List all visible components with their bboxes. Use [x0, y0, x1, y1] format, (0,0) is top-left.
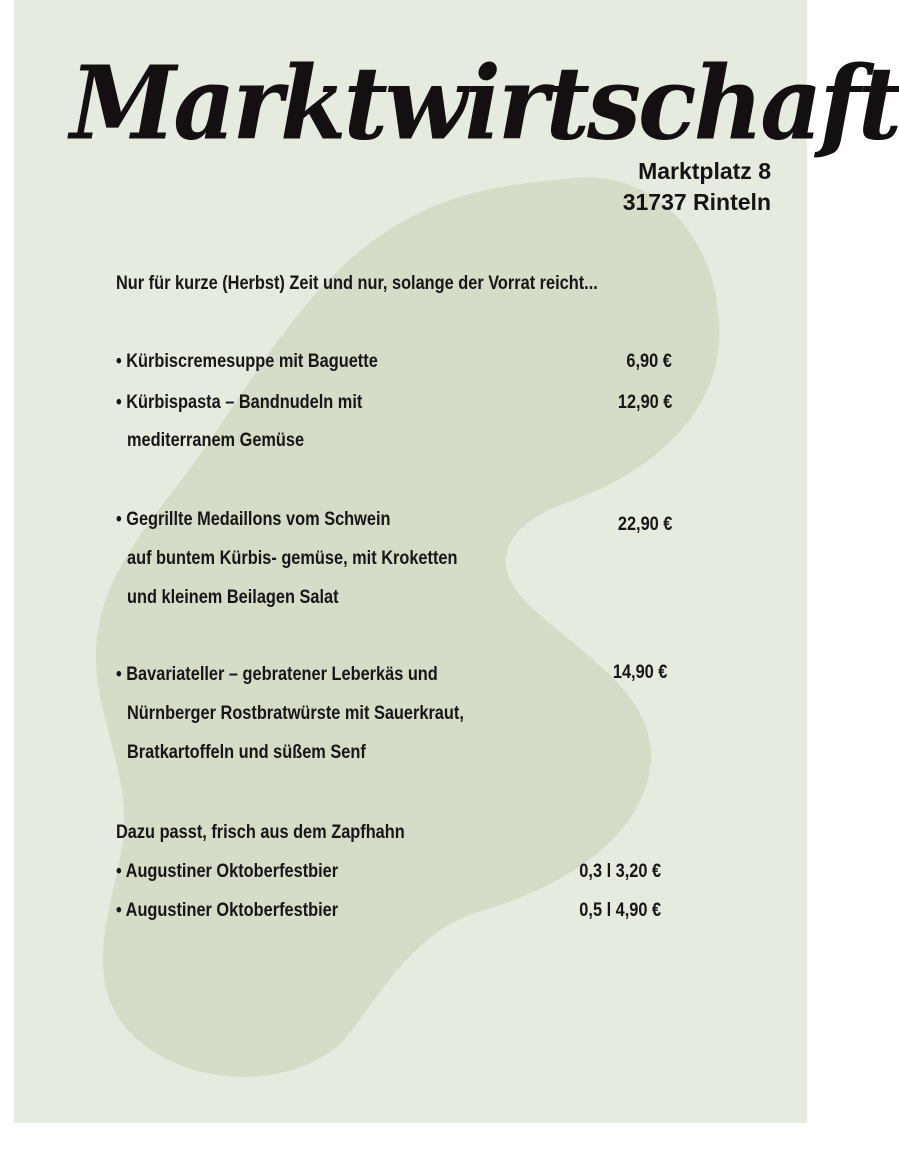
menu-item-pasta-line2: mediterranem Gemüse — [127, 430, 305, 451]
menu-item-medaillons-price: 22,90 € — [617, 514, 672, 535]
drink-item-large-price: 0,5 l 4,90 € — [579, 900, 661, 921]
drink-item-small: • Augustiner Oktoberfestbier — [116, 861, 339, 882]
menu-item-pasta: • Kürbispasta – Bandnudeln mit — [116, 392, 363, 413]
menu-item-bavariateller-line2: Nürnberger Rostbratwürste mit Sauerkraut, — [127, 703, 464, 724]
menu-item-bavariateller: • Bavariateller – gebratener Leberkäs und — [116, 664, 438, 685]
menu-sheet — [14, 0, 899, 1123]
address-city: 31737 Rinteln — [622, 189, 771, 215]
menu-item-bavariateller-line3: Bratkartoffeln und süßem Senf — [127, 742, 366, 763]
intro-text: Nur für kurze (Herbst) Zeit und nur, solange der Vorrat reicht... — [116, 273, 598, 294]
menu-item-soup-price: 6,90 € — [626, 351, 672, 372]
menu-item-medaillons-line3: und kleinem Beilagen Salat — [127, 587, 339, 608]
address-street: Marktplatz 8 — [638, 158, 771, 184]
menu-item-medaillons-line2: auf buntem Kürbis- gemüse, mit Kroketten — [127, 548, 458, 569]
address — [623, 156, 771, 218]
drinks-heading: Dazu passt, frisch aus dem Zapfhahn — [116, 822, 405, 843]
menu-item-medaillons: • Gegrillte Medaillons vom Schwein — [116, 509, 391, 530]
drink-item-large: • Augustiner Oktoberfestbier — [116, 900, 339, 921]
menu-item-bavariateller-price: 14,90 € — [612, 662, 667, 683]
drink-item-small-price: 0,3 l 3,20 € — [579, 861, 661, 882]
menu-item-pasta-price: 12,90 € — [617, 392, 672, 413]
menu-item-soup: • Kürbiscremesuppe mit Baguette — [116, 351, 378, 372]
restaurant-name: Marktwirtschaft — [70, 44, 899, 163]
